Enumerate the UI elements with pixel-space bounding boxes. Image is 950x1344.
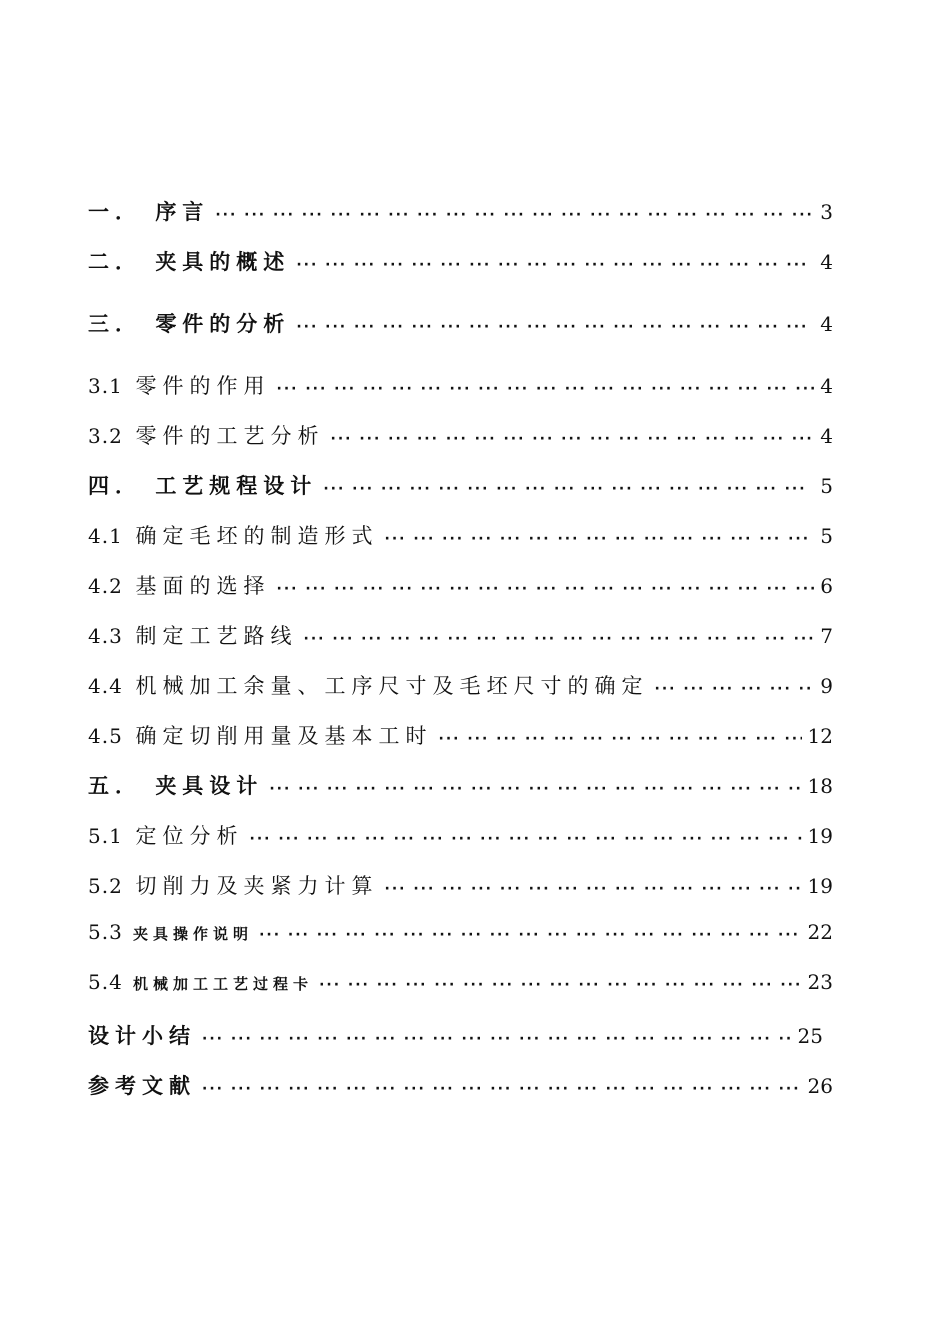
toc-entry-title: 4.5 确定切削用量及基本工时 (88, 724, 433, 748)
toc-entry-page: 6 (820, 574, 833, 598)
toc-entry-number: 二． (88, 250, 142, 274)
toc-dot-leader (385, 531, 815, 547)
toc-entry-title: 4.2 基面的选择 (88, 574, 271, 598)
toc-entry-number: 3.2 (88, 424, 123, 448)
toc-dot-leader (323, 481, 814, 497)
toc-entry-number: 4.4 (88, 674, 123, 698)
toc-entry-page: 25 (797, 1024, 823, 1048)
toc-entry-number: 5.3 (88, 920, 123, 944)
toc-entry-title: 三． 零件的分析 (88, 312, 291, 336)
toc-entry[interactable] (88, 420, 833, 470)
toc-entry-page: 18 (807, 774, 833, 798)
toc-entry-number: 五． (88, 774, 142, 798)
toc-entry[interactable] (88, 570, 833, 620)
toc-entry-number: 4.5 (88, 724, 123, 748)
toc-entry-title: 四． 工艺规程设计 (88, 474, 318, 498)
toc-entry-title: 4.3 制定工艺路线 (88, 624, 298, 648)
toc-entry[interactable] (88, 1020, 823, 1070)
toc-entry-number: 4.2 (88, 574, 123, 598)
toc-entry-page: 4 (820, 424, 833, 448)
toc-dot-leader (250, 831, 802, 847)
toc-entry-page: 7 (820, 624, 833, 648)
toc-entry-title: 5.1 定位分析 (88, 824, 244, 848)
toc-entry[interactable] (88, 370, 833, 420)
toc-dot-leader (655, 681, 815, 697)
toc-dot-leader (439, 731, 802, 747)
toc-entry-page: 22 (807, 920, 833, 944)
toc-entry-title: 设计小结 (88, 1024, 196, 1048)
toc-entry[interactable] (88, 246, 833, 308)
toc-entry-page: 19 (807, 874, 833, 898)
toc-dot-leader (269, 781, 801, 797)
toc-entry[interactable] (88, 920, 833, 970)
toc-entry-title: 3.1 零件的作用 (88, 374, 271, 398)
toc-entry[interactable] (88, 308, 833, 370)
toc-dot-leader (319, 977, 801, 993)
toc-dot-leader (202, 1031, 792, 1047)
toc-entry-page: 3 (820, 200, 833, 224)
toc-entry-title: 4.4 机械加工余量、工序尺寸及毛坯尺寸的确定 (88, 674, 649, 698)
toc-entry[interactable] (88, 620, 833, 670)
toc-entry-number: 四． (88, 474, 142, 498)
toc-entry-number: 5.1 (88, 824, 123, 848)
toc-entry-page: 5 (820, 524, 833, 548)
toc-entry-title: 五． 夹具设计 (88, 774, 264, 798)
toc-entry-number: 4.1 (88, 524, 123, 548)
toc-entry[interactable] (88, 196, 833, 246)
toc-entry-title: 3.2 零件的工艺分析 (88, 424, 325, 448)
toc-entry-title: 4.1 确定毛坯的制造形式 (88, 524, 379, 548)
toc-dot-leader (296, 257, 814, 273)
toc-dot-leader (215, 207, 814, 223)
toc-entry-page: 4 (820, 374, 833, 398)
toc-entry-page: 23 (807, 970, 833, 994)
toc-entry-page: 12 (807, 724, 833, 748)
toc-entry[interactable] (88, 1070, 833, 1120)
toc-entry-page: 5 (820, 474, 833, 498)
toc-entry-title: 5.3 夹具操作说明 (88, 920, 254, 944)
toc-dot-leader (277, 381, 815, 397)
toc-dot-leader (259, 927, 801, 943)
toc-dot-leader (296, 319, 814, 335)
toc-entry-number: 3.1 (88, 374, 123, 398)
toc-entry-number: 一． (88, 200, 142, 224)
toc-entry-number: 三． (88, 312, 142, 336)
toc-dot-leader (331, 431, 815, 447)
toc-entry-title: 二． 夹具的概述 (88, 250, 291, 274)
toc-entry-title: 一． 序言 (88, 200, 210, 224)
toc-entry[interactable] (88, 670, 833, 720)
toc-entry[interactable] (88, 820, 833, 870)
toc-entry-title: 5.4 机械加工工艺过程卡 (88, 970, 314, 994)
toc-entry-title: 参考文献 (88, 1074, 196, 1098)
toc-entry-page: 9 (820, 674, 833, 698)
toc-dot-leader (304, 631, 815, 647)
table-of-contents (88, 196, 833, 1120)
toc-entry-number: 5.2 (88, 874, 123, 898)
toc-entry[interactable] (88, 720, 833, 770)
toc-entry[interactable] (88, 470, 833, 520)
toc-entry-title: 5.2 切削力及夹紧力计算 (88, 874, 379, 898)
toc-entry-page: 4 (820, 250, 833, 274)
toc-entry[interactable] (88, 520, 833, 570)
toc-entry-page: 26 (807, 1074, 833, 1098)
toc-dot-leader (277, 581, 815, 597)
toc-entry-number: 5.4 (88, 970, 123, 994)
toc-entry[interactable] (88, 770, 833, 820)
toc-entry-number: 4.3 (88, 624, 123, 648)
toc-dot-leader (202, 1081, 802, 1097)
toc-dot-leader (385, 881, 802, 897)
toc-entry[interactable] (88, 970, 833, 1020)
toc-entry-page: 19 (807, 824, 833, 848)
toc-entry[interactable] (88, 870, 833, 920)
toc-entry-page: 4 (820, 312, 833, 336)
